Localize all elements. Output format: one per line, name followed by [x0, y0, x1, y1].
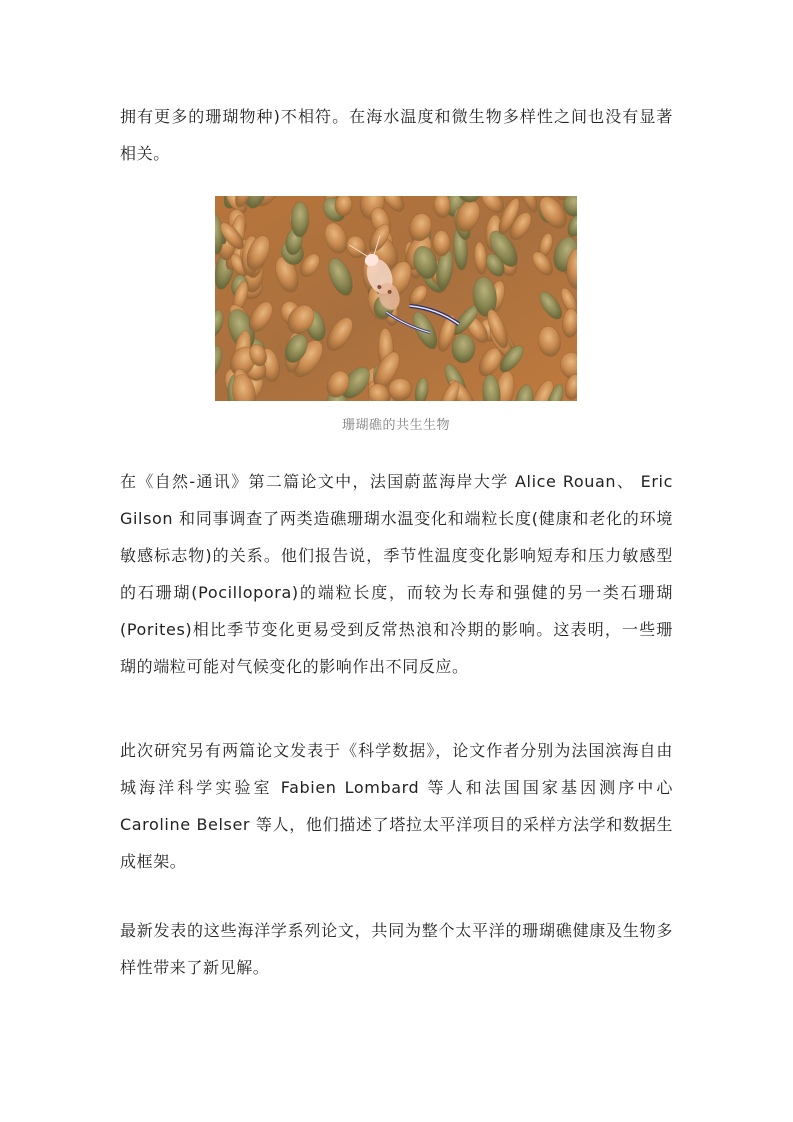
coral-photo — [215, 196, 577, 401]
intro-paragraph: 拥有更多的珊瑚物种)不相符。在海水温度和微生物多样性之间也没有显著相关。 — [120, 107, 673, 163]
body-paragraph: 最新发表的这些海洋学系列论文，共同为整个太平洋的珊瑚礁健康及生物多样性带来了新见解。 — [120, 921, 673, 977]
body-paragraph: 此次研究另有两篇论文发表于《科学数据》，论文作者分别为法国滨海自由城海洋科学实验室 Fabien Lombard 等人和法国国家基因测序中心 Caroline Belser 等人，他们描述了塔拉太平洋项目的采样方法学和数据生成框架。 — [120, 741, 673, 871]
figure-caption: 珊瑚礁的共生生物 — [341, 418, 450, 433]
body-paragraph: 在《自然-通讯》第二篇论文中，法国蔚蓝海岸大学 Alice Rouan、 Eric Gilson 和同事调查了两类造礁珊瑚水温变化和端粒长度(健康和老化的环境敏感标志物)的关系。他们报告说，季节性温度变化影响短寿和压力敏感型的石珊瑚(Pocillopora)的端粒长度，而较为长寿和强健的另一类石珊瑚(Porites)相比季节变化更易受到反常热浪和冷期的影响。这表明，一些珊瑚的端粒可能对气候变化的影响作出不同反应。 — [120, 472, 673, 676]
tentacle-shape — [433, 230, 451, 256]
tentacle-shape — [451, 334, 475, 364]
